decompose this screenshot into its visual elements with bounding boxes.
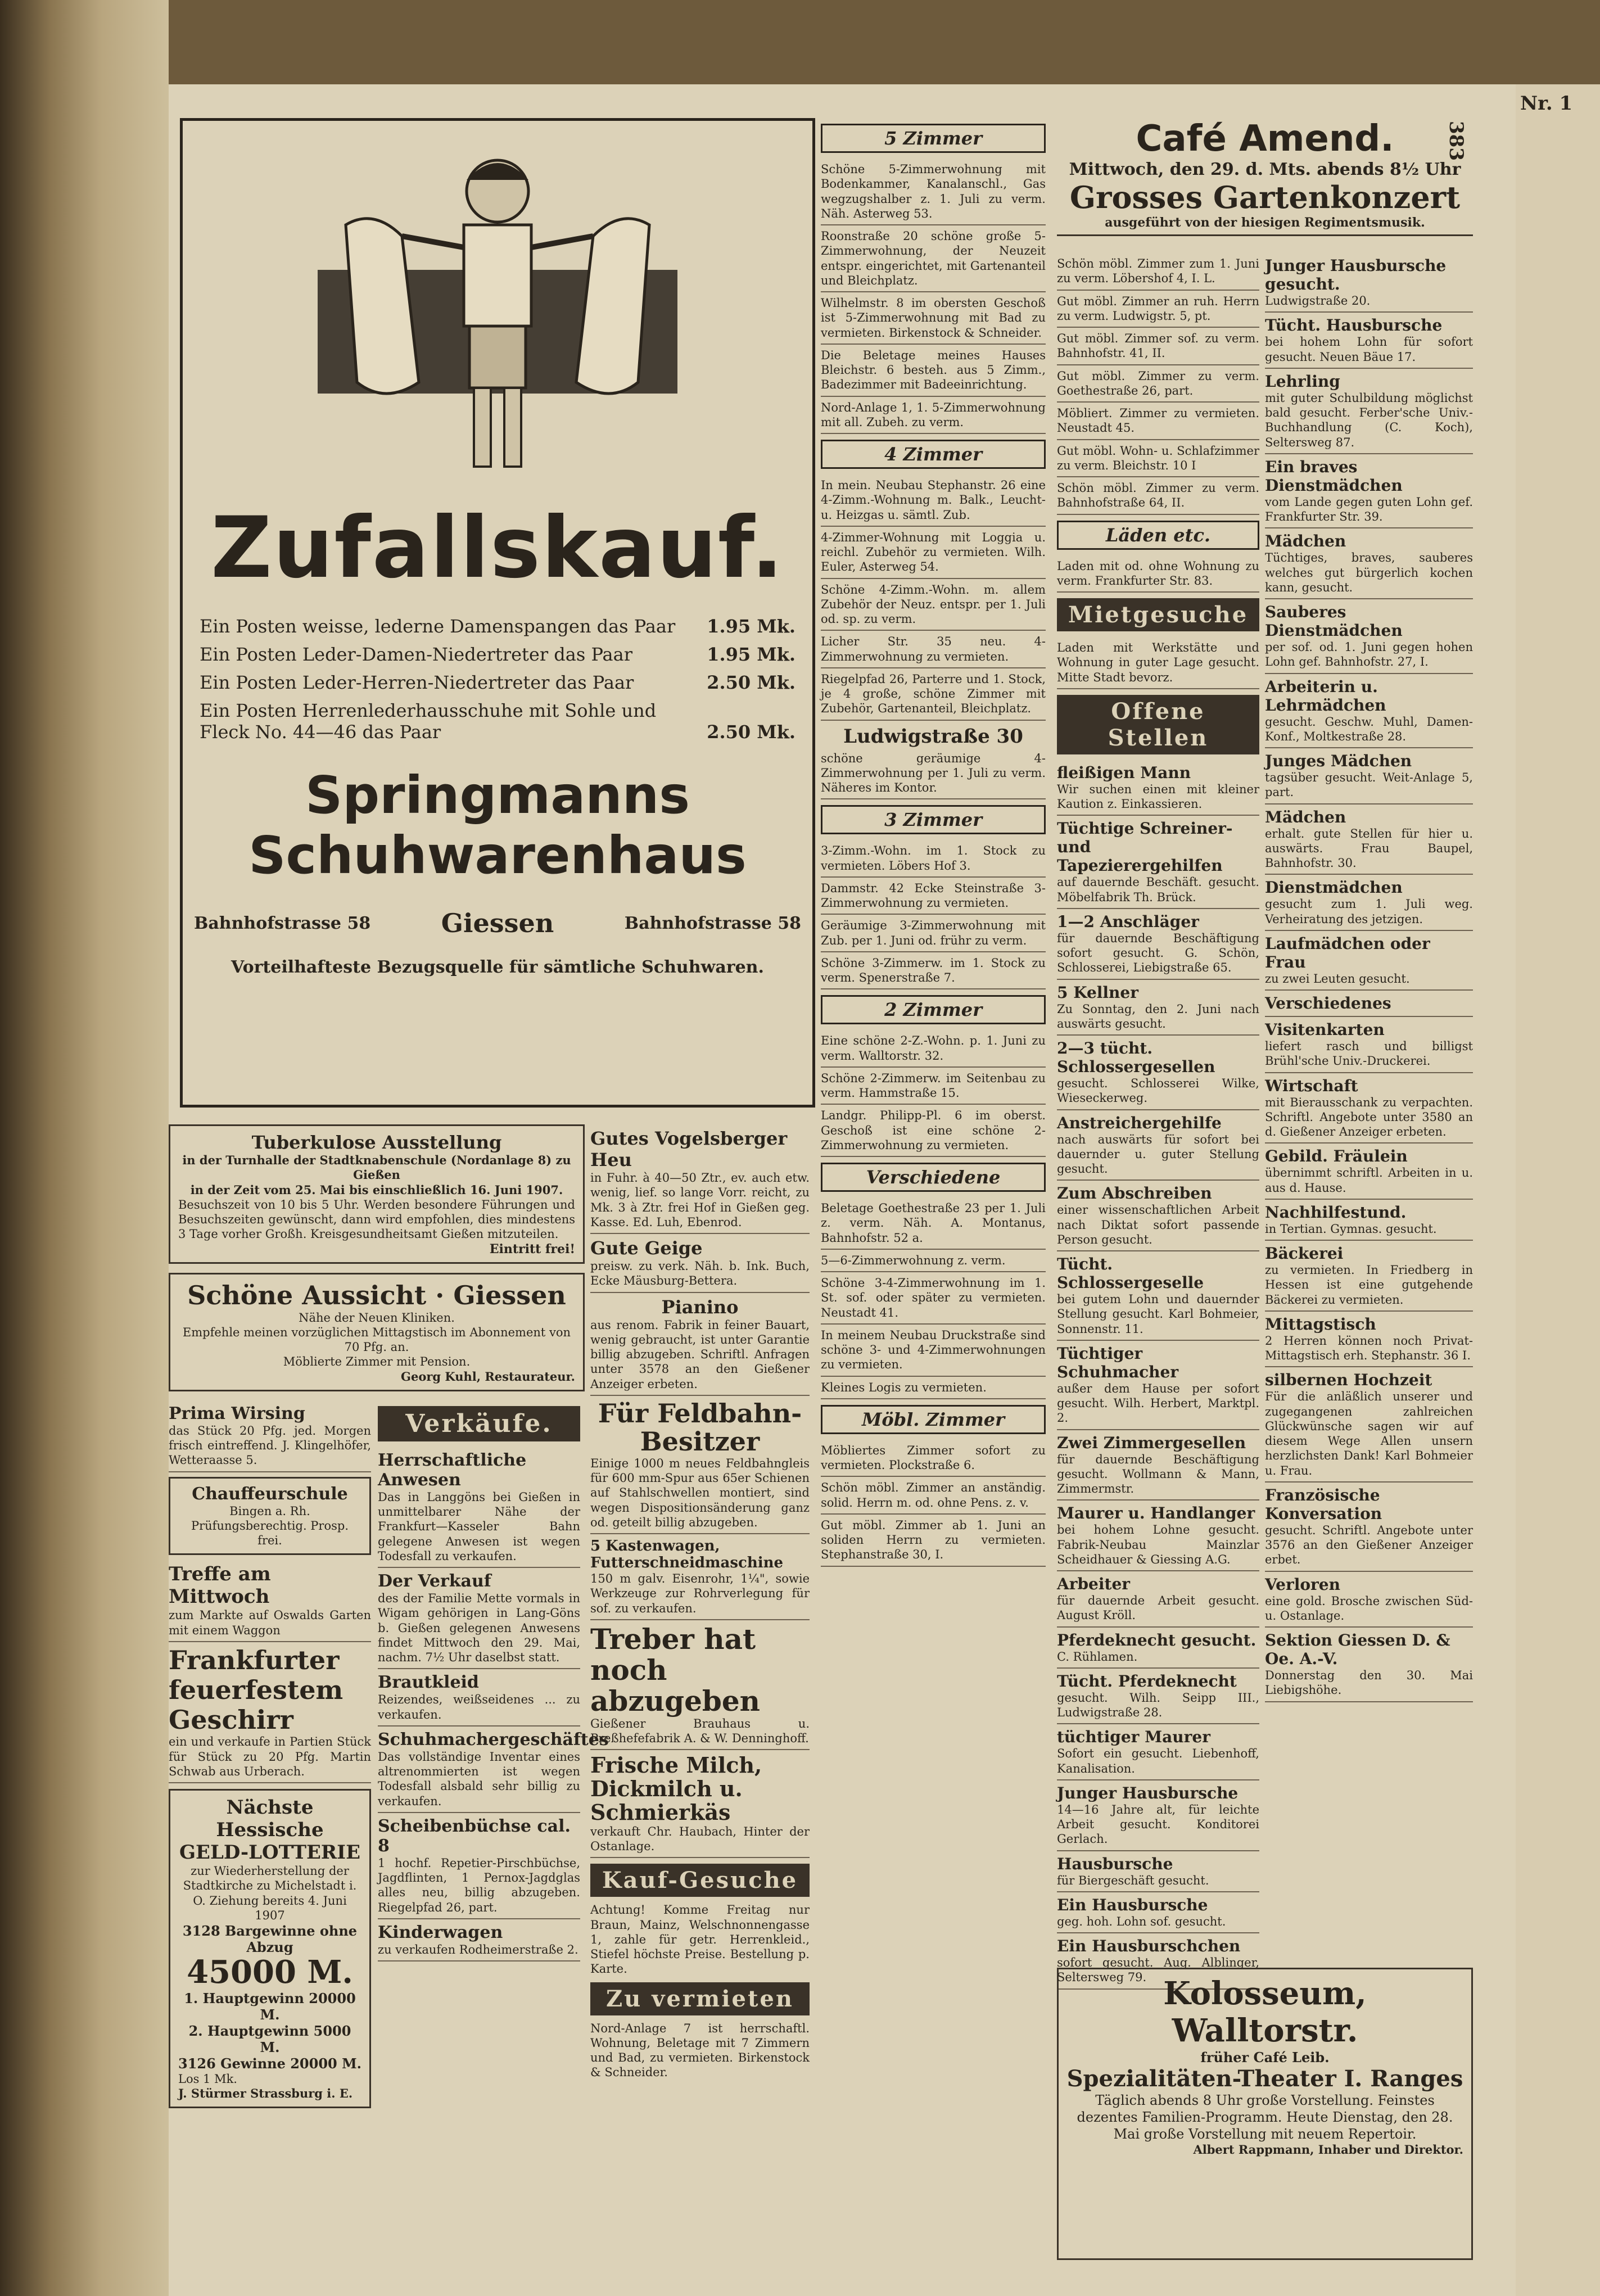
kolosseum-event: Spezialitäten-Theater I. Ranges (1066, 2066, 1463, 2092)
job-listing (1057, 1780, 1259, 1851)
rental-listing: Schöne 3-Zimmerw. im 1. Stock zu verm. Spenerstraße 7. (821, 952, 1046, 990)
job-listing (1265, 1312, 1473, 1368)
ad-title: Gute Geige (590, 1237, 703, 1259)
job-listing (1057, 1181, 1259, 1251)
listing-title: Tücht. Schlossergeselle (1057, 1255, 1204, 1292)
job-listing (1265, 748, 1473, 804)
ad-title: Der Verkauf (378, 1571, 491, 1591)
listing-text: liefert rasch und billigst Brühl'sche Univ.-Druckerei. (1265, 1039, 1473, 1068)
listing-title: Ein Hausburschchen (1057, 1937, 1241, 1955)
rental-listing: Riegelpfad 26, Parterre und 1. Stock, je 4 große, schöne Zimmer mit Zubehör, Gartenanteil, Bleichplatz. (821, 668, 1046, 721)
listing-text: per sof. od. 1. Juni gegen hohen Lohn gef. Bahnhofstr. 27, I. (1265, 640, 1473, 669)
rental-section-header: 4 Zimmer (821, 440, 1046, 469)
listing-title: Tüchtiger Schuhmacher (1057, 1344, 1179, 1381)
kauf-gesuche-header: Kauf-Gesuche (590, 1864, 810, 1897)
lotterie-price: Los 1 Mk. (178, 2072, 237, 2086)
rental-listing: schöne geräumige 4-Zimmerwohnung per 1. Juli zu verm. Näheres im Kontor. (821, 748, 1046, 800)
ad-text: Reizendes, weißseidenes ... zu verkaufen. (378, 1693, 580, 1721)
listing-title: Junger Hausbursche gesucht. (1265, 256, 1447, 293)
city: Giessen (441, 908, 554, 938)
lotterie-rest: 3126 Gewinne 20000 M. (178, 2055, 361, 2072)
ad-text: zu verkaufen Rodheimerstraße 2. (378, 1942, 578, 1956)
listing-title: Junger Hausbursche (1057, 1783, 1239, 1802)
listing-text: in Tertian. Gymnas. gesucht. (1265, 1222, 1437, 1236)
verkaeufe-section (378, 1400, 609, 2118)
listing-text: gesucht. Wilh. Seipp III., Ludwigstraße 28. (1057, 1691, 1259, 1719)
shop-tagline: Vorteilhafteste Bezugsquelle für sämtliche Schuhwaren. (231, 957, 764, 977)
ad-text: das Stück 20 Pfg. jed. Morgen frisch eintreffend. J. Klingelhöfer, Wetteraasse 5. (169, 1423, 371, 1467)
listing-title: Arbeiter (1057, 1575, 1131, 1593)
offer-price: 2.50 Mk. (707, 721, 796, 743)
lotterie-main-prize: 45000 M. (187, 1954, 353, 1991)
listing-title: Ein braves Dienstmädchen (1265, 457, 1403, 495)
offer-text: Ein Posten Leder-Damen-Niedertreter das Paar (200, 644, 632, 665)
ad-text: ein und verkaufe in Partien Stück für Stück zu 20 Pfg. Martin Schwab aus Urberach. (169, 1735, 371, 1778)
listing-title: Maurer u. Handlanger (1057, 1504, 1255, 1523)
job-listing (1265, 875, 1473, 931)
col3-rentals (821, 118, 1046, 2266)
listing-text: einer wissenschaftlichen Arbeit nach Diktat sofort passende Person gesucht. (1057, 1203, 1259, 1246)
rental-listing: Kleines Logis zu vermieten. (821, 1377, 1046, 1399)
listing-title: Französische Konversation (1265, 1485, 1382, 1523)
rental-listing: Wilhelmstr. 8 im obersten Geschoß ist 5-Zimmerwohnung mit Bad zu vermieten. Birkenstock & Schneider. (821, 292, 1046, 345)
listing-text: zu zwei Leuten gesucht. (1265, 971, 1410, 986)
listing-text: Ludwigstraße 20. (1265, 294, 1371, 308)
listing-title: 2—3 tücht. Schlossergesellen (1057, 1039, 1215, 1076)
listing-text: Wir suchen einen mit kleiner Kaution z. Einkassieren. (1057, 782, 1259, 811)
listing-text: gesucht. Schlosserei Wilke, Wieseckerweg. (1057, 1077, 1259, 1105)
job-listing (1057, 1571, 1259, 1628)
schoene-aussicht-title: Schöne Aussicht · Giessen (187, 1280, 566, 1310)
job-listing (1057, 1669, 1259, 1725)
lotterie-prizes: 3128 Bargewinne ohne Abzug (182, 1923, 358, 1956)
ad-text: Bingen a. Rh. Prüfungsberechtig. Prosp. frei. (191, 1504, 349, 1547)
listing-text: gesucht zum 1. Juli weg. Verheiratung des jetzigen. (1265, 897, 1473, 926)
job-listing (1057, 1430, 1259, 1501)
job-listing (1057, 1724, 1259, 1780)
offer-price: 1.95 Mk. (707, 616, 796, 637)
job-listing (1265, 454, 1473, 529)
ad-title: Für Feldbahn-Besitzer (598, 1398, 802, 1457)
listing-title: Tücht. Hausbursche (1265, 316, 1443, 335)
listing: Gut möbl. Zimmer sof. zu verm. Bahnhofstr. 41, II. (1057, 328, 1259, 365)
kauf-gesuche-text: Achtung! Komme Freitag nur Braun, Mainz, Welschnonnengasse 1, zahle für getr. Herrenkleid., Stiefel höchste Preise. Bestellung p. Karte. (590, 1903, 810, 1976)
offer-text: Ein Posten Herrenlederhausschuhe mit Sohle und Fleck No. 44—46 das Paar (200, 700, 657, 743)
listing-title: Verloren (1265, 1575, 1340, 1594)
cafe-amend-event: Grosses Gartenkonzert (1069, 179, 1461, 215)
rental-listing: Nord-Anlage 1, 1. 5-Zimmerwohnung mit all. Zubeh. zu verm. (821, 397, 1046, 435)
listing-text: 2 Herren können noch Privat-Mittagstisch erh. Stephanstr. 36 I. (1265, 1334, 1473, 1362)
job-listing (1265, 528, 1473, 599)
rental-listing: Schöne 3-4-Zimmerwohnung im 1. St. sof. oder später zu vermieten. Neustadt 41. (821, 1272, 1046, 1325)
schoene-aussicht-body: Empfehle meinen vorzüglichen Mittagstisch im Abonnement von 70 Pfg. an. (182, 1325, 571, 1354)
listing-title: silbernen Hochzeit (1265, 1371, 1432, 1390)
ad-title: Herrschaftliche Anwesen (378, 1450, 527, 1490)
listing: Möbliert. Zimmer zu vermieten. Neustadt 45. (1057, 403, 1259, 440)
rental-listing: Geräumige 3-Zimmerwohnung mit Zub. per 1. Juni od. frühr zu verm. (821, 915, 1046, 952)
rental-listing: In meinem Neubau Druckstraße sind schöne 3- und 4-Zimmerwohnungen zu vermieten. (821, 1325, 1046, 1377)
street-left: Bahnhofstrasse 58 (194, 913, 371, 933)
shop-name: Springmanns Schuhwarenhaus (248, 765, 747, 885)
listing-title: Tücht. Pferdeknecht (1057, 1671, 1237, 1691)
listing-text: Donnerstag den 30. Mai Liebigshöhe. (1265, 1669, 1473, 1697)
rental-section-header: Ludwigstraße 30 (843, 725, 1023, 748)
listing: Laden mit Werkstätte und Wohnung in guter Lage gesucht. Mitte Stadt bevorz. (1057, 637, 1259, 689)
schoene-aussicht-rooms: Möblierte Zimmer mit Pension. (283, 1355, 471, 1369)
listing-title: Mädchen (1265, 532, 1346, 551)
listing: Schön möbl. Zimmer zu verm. Bahnhofstraße 64, II. (1057, 477, 1259, 515)
listing-text: gesucht. Geschw. Muhl, Damen-Konf., Moltkestraße 28. (1265, 715, 1473, 743)
listing-title: tüchtiger Maurer (1057, 1728, 1210, 1747)
lotterie-seller: J. Stürmer Strassburg i. E. (178, 2086, 353, 2101)
rental-listing: Schön möbl. Zimmer an anständig. solid. Herrn m. od. ohne Pens. z. v. (821, 1477, 1046, 1515)
rental-section-header: 2 Zimmer (821, 995, 1046, 1024)
listing-title: Gebild. Fräulein (1265, 1147, 1408, 1166)
listing-title: fleißigen Mann (1057, 763, 1191, 782)
listing-text: Zu Sonntag, den 2. Juni nach auswärts gesucht. (1057, 1002, 1259, 1031)
job-listing (1057, 1251, 1259, 1341)
schoene-aussicht-sub: Nähe der Neuen Kliniken. (299, 1310, 455, 1325)
ad-title: Schuhmachergeschäftes (378, 1729, 609, 1750)
listing: Laden mit od. ohne Wohnung zu verm. Frankfurter Str. 83. (1057, 555, 1259, 593)
offer-row (200, 616, 796, 637)
offer-text: Ein Posten weisse, lederne Damenspangen das Paar (200, 616, 676, 637)
next-page-number: Nr. 1 (1520, 92, 1573, 115)
ad-text: 150 m galv. Eisenrohr, 1¼", sowie Werkzeuge zur Rohrverlegung für sof. zu verkaufen. (590, 1572, 810, 1615)
tuberkulose-location: in der Turnhalle der Stadtknabenschule (Nordanlage 8) zu Gießen (182, 1153, 571, 1182)
offer-price: 1.95 Mk. (707, 644, 796, 665)
ad-text: aus renom. Fabrik in feiner Bauart, wenig gebraucht, ist unter Garantie billig abzugeben. Schriftl. Anfragen unter 3578 an den Gießener Anzeiger erbeten. (590, 1318, 810, 1391)
job-listing (1057, 1341, 1259, 1430)
kolosseum-owner: Albert Rappmann, Inhaber und Direktor. (1193, 2143, 1463, 2157)
rental-listing: Schöne 4-Zimm.-Wohn. m. allem Zubehör der Neuz. entspr. per 1. Juli od. sp. zu verm. (821, 579, 1046, 631)
listing: Gut möbl. Zimmer zu verm. Goethestraße 26, part. (1057, 365, 1259, 403)
book-binding (0, 0, 169, 2296)
cafe-amend-sub: ausgeführt von der hiesigen Regimentsmusik. (1105, 215, 1425, 230)
col1-lower-left (169, 1124, 609, 2266)
listing-text: C. Rühlamen. (1057, 1649, 1138, 1664)
listing-title: Pferdeknecht gesucht. (1057, 1630, 1257, 1649)
ad-text: Das vollständige Inventar eines altrenommierten ist wegen Todesfall alsbald sehr billig zu verkaufen. (378, 1750, 580, 1808)
ad-text: Das in Langgöns bei Gießen in unmittelbarer Nähe der Frankfurt—Kasseler Bahn gelegene Anwesen ist wegen Todesfall zu verkaufen. (378, 1490, 580, 1563)
cafe-amend-ad (1057, 118, 1473, 247)
job-listing (1265, 1628, 1473, 1702)
tuberkulose-body: Besuchszeit von 10 bis 5 Uhr. Werden besondere Führungen und Besuchszeiten gewünscht, dann wird empfohlen, dies mindestens 3 Tage vorher Großh. Kreisgesundheitsamt Gießen mitzuteilen. (178, 1197, 575, 1241)
job-listing (1057, 1500, 1259, 1571)
listing-text: 14—16 Jahre alt, für leichte Arbeit gesucht. Konditorei Gerlach. (1057, 1802, 1259, 1846)
col1-narrow-ads (169, 1400, 371, 2118)
ad-text: Einige 1000 m neues Feldbahngleis für 600 mm-Spur aus 65er Schienen auf Stahlschwellen montiert, sind wegen Dispositionsänderung ganz od. geteilt billig abzugeben. (590, 1456, 810, 1529)
listing-title: Verschiedenes (1265, 994, 1391, 1013)
rental-listing: Roonstraße 20 schöne große 5-Zimmerwohnung, der Neuzeit entspr. eingerichtet, mit Gartenanteil und Bleichplatz. (821, 225, 1046, 292)
listing-title: Dienstmädchen (1265, 878, 1403, 897)
job-listing (1265, 1073, 1473, 1144)
street-right: Bahnhofstrasse 58 (624, 913, 801, 933)
lotterie-sub: zur Wiederherstellung der Stadtkirche zu Michelstadt i. O. Ziehung bereits 4. Juni 1907 (183, 1864, 357, 1922)
offer-row (200, 700, 796, 743)
zu-vermieten-header: Zu vermieten (590, 1982, 810, 2015)
rental-listing: Dammstr. 42 Ecke Steinstraße 3-Zimmerwohnung zu vermieten. (821, 878, 1046, 915)
offer-price: 2.50 Mk. (707, 672, 796, 693)
listing-text: mit Bierausschank zu verpachten. Schriftl. Angebote unter 3580 an d. Gießener Anzeiger erbeten. (1265, 1095, 1473, 1138)
listing-text: für dauernde Arbeit gesucht. August Kröll. (1057, 1594, 1259, 1622)
listing: Gut möbl. Wohn- u. Schlafzimmer zu verm. Bleichstr. 10 I (1057, 440, 1259, 478)
lotterie-second: 2. Hauptgewinn 5000 M. (188, 2022, 351, 2055)
laeden-header: Läden etc. (1057, 521, 1259, 550)
cafe-amend-title: Café Amend. (1136, 118, 1394, 160)
listing-text: übernimmt schriftl. Arbeiten in u. aus d. Hause. (1265, 1166, 1473, 1195)
job-listing (1057, 1892, 1259, 1933)
rental-listing: Eine schöne 2-Z.-Wohn. p. 1. Juni zu verm. Walltorstr. 32. (821, 1030, 1046, 1068)
listing-text: für dauernde Beschäftigung gesucht. Wollmann & Mann, Zimmermstr. (1057, 1452, 1259, 1495)
job-listing (1057, 1628, 1259, 1669)
tuberkulose-dates: in der Zeit vom 25. Mai bis einschließlich 16. Juni 1907. (190, 1182, 563, 1197)
listing-title: Nachhilfestund. (1265, 1203, 1407, 1222)
rental-listing: Licher Str. 35 neu. 4-Zimmerwohnung zu vermieten. (821, 631, 1046, 668)
listing-text: außer dem Hause per sofort gesucht. Wilh. Herbert, Marktpl. 2. (1057, 1381, 1259, 1425)
tuberkulose-title: Tuberkulose Ausstellung (251, 1132, 502, 1153)
lotterie-title: Nächste Hessische GELD-LOTTERIE (179, 1796, 360, 1864)
rental-listing: 5—6-Zimmerwohnung z. verm. (821, 1250, 1046, 1272)
listing-title: Lehrling (1265, 372, 1340, 391)
listing-text: zu vermieten. In Friedberg in Hessen ist eine gutgehende Bäckerei zu vermieten. (1265, 1263, 1473, 1307)
col2 (590, 1124, 810, 2266)
rental-listing: 3-Zimm.-Wohn. im 1. Stock zu vermieten. Löbers Hof 3. (821, 840, 1046, 878)
listing-title: Mittagstisch (1265, 1314, 1376, 1334)
rental-listing: 4-Zimmer-Wohnung mit Loggia u. reichl. Zubehör zu vermieten. Wilh. Euler, Asterweg 54. (821, 527, 1046, 579)
rental-section-header: Möbl. Zimmer (821, 1405, 1046, 1434)
kolosseum-title: Kolosseum, Walltorstr. (1163, 1975, 1367, 2049)
job-listing (1265, 931, 1473, 991)
job-listing (1265, 599, 1473, 674)
ad-text: Gießener Brauhaus u. Preßhefefabrik A. & W. Denninghoff. (590, 1716, 810, 1746)
ad-text: in Fuhr. à 40—50 Ztr., ev. auch etw. wenig, lief. so lange Vorr. reicht, zu Mk. 3 à Ztr. frei Hof in Gießen geg. Kasse. Ed. Luh, Ebenrod. (590, 1171, 810, 1229)
lotterie-first: 1. Hauptgewinn 20000 M. (184, 1990, 356, 2023)
ad-title: Chauffeurschule (192, 1484, 348, 1504)
job-listing (1265, 674, 1473, 749)
listing: Gut möbl. Zimmer an ruh. Herrn zu verm. Ludwigstr. 5, pt. (1057, 291, 1259, 328)
listing-title: Arbeiterin u. Lehrmädchen (1265, 677, 1386, 715)
listing-text: erhalt. gute Stellen für hier u. auswärts. Frau Baupel, Bahnhofstr. 30. (1265, 826, 1473, 870)
next-page-edge (1515, 84, 1600, 2296)
rental-listing: Gut möbl. Zimmer ab 1. Juni an soliden Herrn zu vermieten. Stephanstraße 30, I. (821, 1515, 1046, 1567)
rental-listing: Landgr. Philipp-Pl. 6 im oberst. Geschoß ist eine schöne 2-Zimmerwohnung zu vermieten. (821, 1105, 1046, 1157)
listing-title: Hausbursche (1057, 1854, 1173, 1873)
job-listing (1057, 760, 1259, 816)
job-listing (1265, 1483, 1473, 1572)
offer-row (200, 672, 796, 693)
listing-text: Sofort ein gesucht. Liebenhoff, Kanalisation. (1057, 1747, 1259, 1775)
job-listing (1265, 804, 1473, 875)
listing-title: Ein Hausbursche (1057, 1895, 1208, 1914)
job-listing (1057, 909, 1259, 980)
listing-text: nach auswärts für sofort bei dauernder u. guter Stellung gesucht. (1057, 1132, 1259, 1176)
listing-text: für Biergeschäft gesucht. (1057, 1873, 1209, 1887)
listing-text: für dauernde Beschäftigung sofort gesucht. G. Schön, Schlosserei, Liebigstraße 65. (1057, 931, 1259, 975)
ad-title: Kinderwagen (378, 1922, 503, 1942)
rental-section-header: Verschiedene (821, 1163, 1046, 1192)
listing-title: Bäckerei (1265, 1244, 1344, 1263)
job-listing (1057, 1036, 1259, 1110)
ad-title: Gutes Vogelsberger Heu (590, 1128, 788, 1170)
job-listing (1265, 369, 1473, 454)
listing-text: eine gold. Brosche zwischen Süd- u. Ostanlage. (1265, 1594, 1473, 1622)
verkaeufe-header: Verkäufe. (378, 1406, 580, 1441)
listing-title: 1—2 Anschläger (1057, 912, 1199, 931)
job-listing (1265, 253, 1473, 313)
ad-title: Scheibenbüchse cal. 8 (378, 1816, 571, 1856)
ad-title: Brautkleid (378, 1673, 479, 1693)
ad-title: Treffe am Mittwoch (169, 1563, 271, 1608)
ad-title: Frische Milch, Dickmilch u. Schmierkäs (590, 1752, 762, 1825)
ad-title: Treber hat noch abzugeben (590, 1622, 761, 1718)
rental-section-header: 5 Zimmer (821, 124, 1046, 153)
job-listing (1057, 1851, 1259, 1892)
cafe-amend-date: Mittwoch, den 29. d. Mts. abends 8½ Uhr (1069, 160, 1461, 179)
offene-stellen-header: Offene Stellen (1057, 695, 1259, 754)
rental-listing: Beletage Goethestraße 23 per 1. Juli z. verm. Näh. A. Montanus, Bahnhofstr. 52 a. (821, 1197, 1046, 1250)
tuberkulose-ad (169, 1124, 585, 1264)
rental-listing: Schöne 5-Zimmerwohnung mit Bodenkammer, Kanalanschl., Gas wegzugshalber z. 1. Juli zu verm. Näh. Asterweg 53. (821, 159, 1046, 225)
job-listing (1057, 1110, 1259, 1181)
listing-title: Laufmädchen oder Frau (1265, 934, 1430, 971)
kolosseum-text: Täglich abends 8 Uhr große Vorstellung. Feinstes dezentes Familien-Programm. Heute Dienstag, den 28. Mai große Vorstellung mit neuem Repertoir. (1077, 2092, 1453, 2142)
ad-text: des der Familie Mette vormals in Wigam gehörigen in Lang-Göns b. Gießen gelegenen Anwesens findet Mittwoch den 29. Mai, nachm. 7½ Uhr daselbst statt. (378, 1592, 580, 1664)
listing: Schön möbl. Zimmer zum 1. Juni zu verm. Löbershof 4, I. L. (1057, 253, 1259, 291)
col4-jobs (1057, 253, 1259, 1985)
ad-title: Frankfurter feuerfestem Geschirr (169, 1644, 343, 1735)
zufallskauf-ad (180, 118, 815, 1113)
listing-text: vom Lande gegen guten Lohn gef. Frankfurter Str. 39. (1265, 495, 1473, 523)
listing-text: gesucht. Schriftl. Angebote unter 3576 an den Gießener Anzeiger erbet. (1265, 1523, 1473, 1567)
listing-text: Tüchtiges, braves, sauberes welches gut bürgerlich kochen kann, gesucht. (1265, 551, 1473, 594)
schoene-aussicht-ad (169, 1273, 585, 1391)
offer-row (200, 644, 796, 665)
listing-title: Zum Abschreiben (1057, 1184, 1212, 1203)
job-listing (1265, 1241, 1473, 1312)
listing-text: bei hohem Lohn für sofort gesucht. Neuen Bäue 17. (1265, 335, 1473, 364)
tuberkulose-entry: Eintritt frei! (489, 1241, 575, 1257)
rental-listing: Möbliertes Zimmer sofort zu vermieten. Plockstraße 6. (821, 1440, 1046, 1477)
rental-listing: Schöne 2-Zimmerw. im Seitenbau zu verm. Hammstraße 15. (821, 1068, 1046, 1105)
rental-section-header: 3 Zimmer (821, 805, 1046, 834)
listing-title: Junges Mädchen (1265, 752, 1412, 770)
listing-title: Zwei Zimmergesellen (1057, 1433, 1246, 1452)
job-listing (1265, 1367, 1473, 1483)
listing-title: Sauberes Dienstmädchen (1265, 603, 1403, 640)
schoene-aussicht-owner: Georg Kuhl, Restaurateur. (401, 1369, 575, 1384)
listing-title: Wirtschaft (1265, 1076, 1358, 1095)
rental-listing: In mein. Neubau Stephanstr. 26 eine 4-Zimm.-Wohnung m. Balk., Leucht- u. Heizgas u. sämtl. Zub. (821, 474, 1046, 527)
zufallskauf-headline: Zufallskauf. (211, 499, 784, 597)
job-listing (1265, 991, 1473, 1017)
job-listing (1265, 1200, 1473, 1241)
listing-text: Für die anläßlich unserer und zugegangenen zahlreichen Glückwünsche sagen wir auf diesem Wege Allen unsern herzlichsten Dank! Karl Bohmeier u. Frau. (1265, 1390, 1473, 1477)
listing-text: bei hohem Lohne gesucht. Fabrik-Neubau Mainzlar Scheidhauer & Giessing A.G. (1057, 1523, 1259, 1566)
listing-title: Visitenkarten (1265, 1020, 1385, 1039)
lotterie-ad (169, 1789, 371, 2108)
job-listing (1265, 1017, 1473, 1073)
listing-title: Sektion Giessen D. & Oe. A.-V. (1265, 1631, 1450, 1668)
kolosseum-sub: früher Café Leib. (1200, 2049, 1330, 2066)
page-number: 383 (1445, 121, 1467, 161)
ad-title: Pianino (661, 1296, 739, 1318)
listing-title: 5 Kellner (1057, 983, 1138, 1002)
job-listing (1265, 1144, 1473, 1200)
mietgesuche-header: Mietgesuche (1057, 598, 1259, 631)
offer-text: Ein Posten Leder-Herren-Niedertreter das Paar (200, 672, 634, 693)
rental-listing: Die Beletage meines Hauses Bleichstr. 6 besteh. aus 5 Zimm., Badezimmer mit Badeeinrichtung. (821, 345, 1046, 397)
job-listing (1265, 1572, 1473, 1628)
job-listing (1057, 816, 1259, 909)
listing-title: Tüchtige Schreiner- und Tapezierergehilfen (1057, 819, 1233, 875)
kolosseum-ad (1057, 1968, 1473, 2266)
ad-text: verkauft Chr. Haubach, Hinter der Ostanlage. (590, 1824, 810, 1854)
zu-vermieten-text: Nord-Anlage 7 ist herrschaftl. Wohnung, Beletage mit 7 Zimmern und Bad, zu vermieten. Birkenstock & Schneider. (590, 2021, 810, 2080)
ad-text: preisw. zu verk. Näh. b. Ink. Buch, Ecke Mäusburg-Bettera. (590, 1259, 810, 1288)
boy-with-shoes-illustration (194, 132, 801, 498)
listing-text: auf dauernde Beschäft. gesucht. Möbelfabrik Th. Brück. (1057, 875, 1259, 904)
ad-text: 1 hochf. Repetier-Pirschbüchse, Jagdflinten, 1 Pernox-Jagdglas alles neu, billig abzugeben. Riegelpfad 26, part. (378, 1856, 580, 1914)
listing-text: bei gutem Lohn und dauernder Stellung gesucht. Karl Bohmeier, Sonnenstr. 11. (1057, 1292, 1259, 1336)
ad-title: Prima Wirsing (169, 1403, 305, 1423)
listing-text: sofort gesucht. Aug. Alblinger, Seltersweg 79. (1057, 1956, 1259, 1985)
job-listing (1265, 313, 1473, 369)
listing-title: Anstreichergehilfe (1057, 1113, 1222, 1132)
listing-text: mit guter Schulbildung möglichst bald gesucht. Ferber'sche Univ.-Buchhandlung (C. Koch), Seltersweg 87. (1265, 391, 1473, 449)
ad-text: zum Markte auf Oswalds Garten mit einem Waggon (169, 1608, 371, 1637)
listing-text: geg. hoh. Lohn sof. gesucht. (1057, 1914, 1226, 1928)
job-listing (1057, 980, 1259, 1036)
ad-title: 5 Kastenwagen, Futterschneidmaschine (590, 1538, 784, 1572)
col5 (1265, 253, 1473, 1968)
listing-text: tagsüber gesucht. Weit-Anlage 5, part. (1265, 771, 1473, 799)
listing-title: Mädchen (1265, 807, 1346, 826)
